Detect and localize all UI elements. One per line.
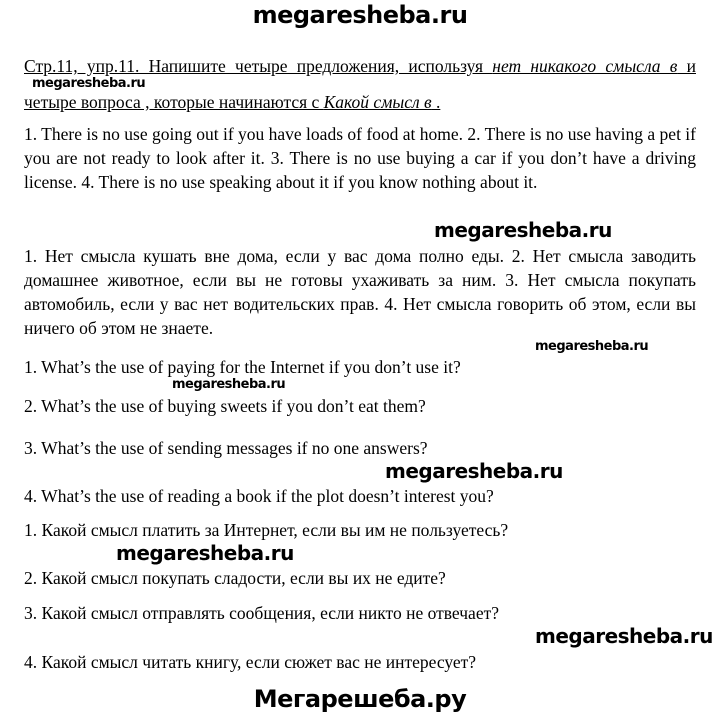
russian-question: 2. Какой смысл покупать сладости, если вы их не едите? [24, 568, 446, 588]
watermark: megaresheba.ru [32, 76, 146, 91]
header-watermark: megaresheba.ru [252, 1, 468, 29]
task-phrase-1: нет никакого смысла в [492, 56, 678, 76]
watermark: megaresheba.ru [535, 624, 713, 648]
russian-question: 4. Какой смысл читать книгу, если сюжет вас не интересует? [24, 652, 477, 672]
watermark: megaresheba.ru [535, 339, 649, 354]
russian-question: 1. Какой смысл платить за Интернет, если вы им не пользуетесь? [24, 520, 509, 540]
english-question: 3. What’s the use of sending messages if no one answers? [24, 438, 428, 458]
task-suffix: . [431, 92, 441, 112]
english-question: 2. What’s the use of buying sweets if you don’t eat them? [24, 396, 426, 416]
russian-sentences: 1. Нет смысла кушать вне дома, если у вас дома полно еды. 2. Нет смысла заводить домашнее животное, если вы не готовы ухаживать за ним. 3. Нет смысла покупать автомобиль, если у вас нет водительских прав. 4. Нет смысла говорить об этом, если вы ничего об этом не знаете. [24, 246, 696, 338]
task-middle: и четыре вопроса , которые начинаются с [24, 56, 696, 112]
english-question: 1. What’s the use of paying for the Internet if you don’t use it? [24, 357, 461, 377]
footer-watermark: Мегарешеба.ру [253, 685, 467, 713]
watermark: megaresheba.ru [172, 377, 286, 392]
russian-question: 3. Какой смысл отправлять сообщения, если никто не отвечает? [24, 603, 500, 623]
english-sentences: 1. There is no use going out if you have loads of food at home. 2. There is no use having a pet if you are not ready to look after it. 3. There is no use buying a car if you don’t have a driving license. 4. There is no use speaking about it if you know nothing about it. [24, 124, 696, 192]
watermark: megaresheba.ru [434, 218, 612, 242]
watermark: megaresheba.ru [385, 459, 563, 483]
watermark: megaresheba.ru [116, 541, 294, 565]
task-prefix: Стр.11, упр.11. Напишите четыре предложения, используя [24, 56, 493, 76]
english-question: 4. What’s the use of reading a book if the plot doesn’t interest you? [24, 486, 494, 506]
task-phrase-2: Какой смысл в [323, 92, 432, 112]
